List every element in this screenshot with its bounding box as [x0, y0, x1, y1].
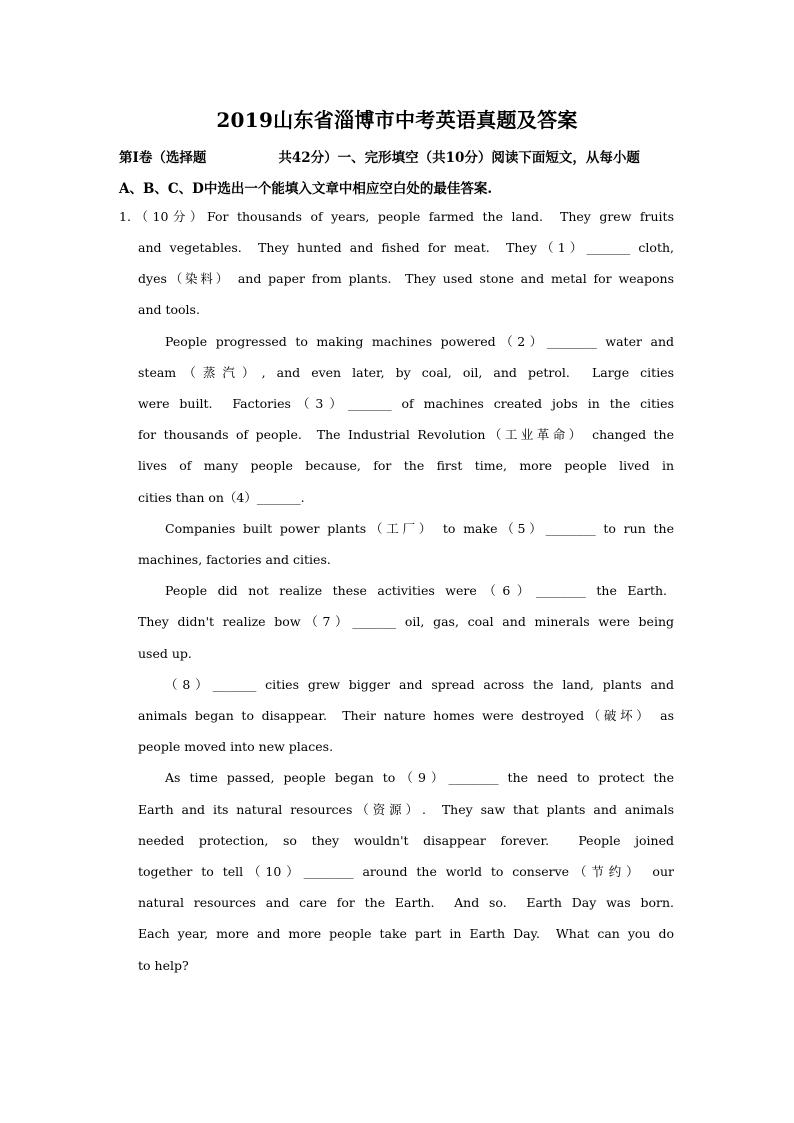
- question-line: were built. Factories（3）_______ of machines created jobs in the cities: [138, 396, 674, 411]
- section-heading-part-2: 共42分）一、完形填空（共10分）阅读下面短文，从每小题: [278, 150, 640, 166]
- question-line: to help?: [138, 958, 189, 973]
- question-line: 1.（10分）For thousands of years, people farmed the land. They grew fruits: [119, 209, 674, 224]
- question-line: and tools.: [138, 302, 200, 317]
- document-title: 2019山东省淄博市中考英语真题及答案: [216, 108, 578, 132]
- question-line: dyes（染料） and paper from plants. They used stone and metal for weapons: [138, 271, 674, 286]
- question-line: needed protection, so they wouldn't disappear forever. People joined: [138, 833, 674, 848]
- question-line: lives of many people because, for the first time, more people lived in: [138, 458, 674, 473]
- question-line: People progressed to making machines powered（2）________ water and: [165, 334, 674, 349]
- question-line: Each year, more and more people take part in Earth Day. What can you do: [138, 926, 674, 941]
- question-line: together to tell（10）________ around the world to conserve（节约） our: [138, 864, 674, 879]
- question-line: for thousands of people. The Industrial Revolution（工业革命） changed the: [138, 427, 674, 442]
- question-line: They didn't realize bow（7）_______ oil, gas, coal and minerals were being: [138, 614, 674, 629]
- question-line: people moved into new places.: [138, 739, 334, 754]
- section-heading-part-1: 第I卷（选择题: [119, 150, 207, 166]
- question-line: natural resources and care for the Earth. And so. Earth Day was born.: [138, 895, 674, 910]
- question-line: and vegetables. They hunted and fished for meat. They（1）_______ cloth,: [138, 240, 674, 255]
- section-heading-line-2: A、B、C、D中选出一个能填入文章中相应空白处的最佳答案.: [119, 181, 493, 197]
- question-line: （8）_______ cities grew bigger and spread across the land, plants and: [165, 677, 674, 692]
- question-line: machines, factories and cities.: [138, 552, 331, 567]
- question-line: steam（蒸汽）, and even later, by coal, oil, and petrol. Large cities: [138, 365, 674, 380]
- question-line: used up.: [138, 646, 192, 661]
- question-line: As time passed, people began to（9）________ the need to protect the: [165, 770, 674, 785]
- section-heading-line-1: [119, 146, 679, 166]
- question-line: animals began to disappear. Their nature homes were destroyed（破坏） as: [138, 708, 674, 723]
- question-line: cities than on（4）_______.: [138, 490, 305, 505]
- question-line: People did not realize these activities were（6）________ the Earth.: [165, 583, 667, 598]
- question-line: Companies built power plants（工厂） to make（5）________ to run the: [165, 521, 674, 536]
- question-line: Earth and its natural resources（资源）. They saw that plants and animals: [138, 802, 674, 817]
